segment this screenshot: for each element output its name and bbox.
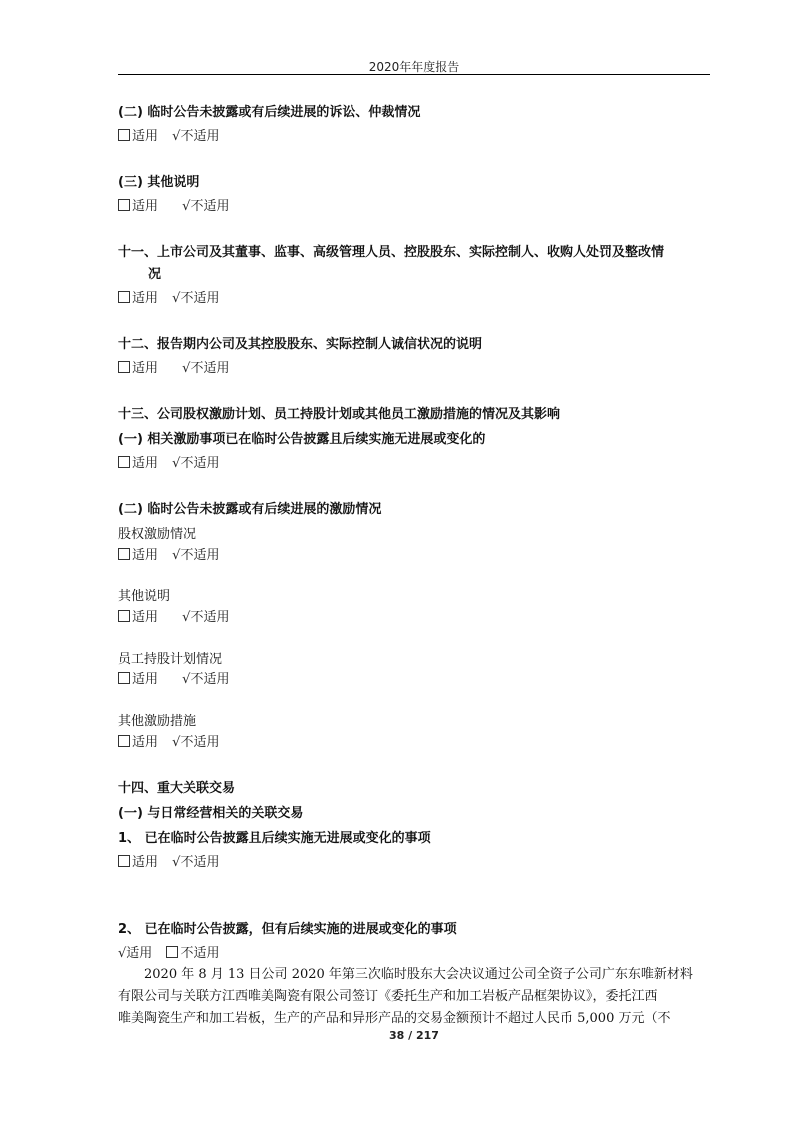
not-applicable-label: 不适用: [180, 291, 220, 306]
option-row: [118, 290, 219, 308]
label-equity-incentive: 股权激励情况: [118, 527, 197, 542]
not-applicable-label: 不适用: [190, 199, 230, 214]
not-applicable-label: 不适用: [180, 855, 220, 870]
section-title-incentive: 十三、公司股权激励计划、员工持股计划或其他员工激励措施的情况及其影响: [118, 407, 561, 422]
option-row: [118, 455, 219, 473]
section-title-penalties: 十一、上市公司及其董事、监事、高级管理人员、控股股东、实际控制人、收购人处罚及整改情: [118, 245, 665, 260]
checkbox-icon: [118, 129, 130, 141]
applicable-label: 适用: [132, 291, 159, 306]
checkbox-icon: [118, 855, 130, 867]
not-applicable-label: 不适用: [180, 456, 220, 471]
checkbox-icon: [118, 735, 130, 747]
checkbox-icon: [166, 946, 178, 958]
option-row: [118, 609, 229, 627]
option-row: [118, 360, 229, 378]
check-mark-icon: √: [182, 610, 191, 625]
option-row: [118, 547, 219, 565]
label-other-note: 其他说明: [118, 589, 171, 604]
applicable-label: 适用: [132, 735, 159, 750]
option-row: [118, 198, 229, 216]
header-divider: [118, 74, 710, 75]
paragraph-line: 唯美陶瓷生产和加工岩板，生产的产品和异形产品的交易金额预计不超过人民币 5,000 万元（不: [118, 1011, 671, 1026]
option-row: [118, 671, 229, 689]
check-mark-icon: √: [172, 456, 181, 471]
section-title-other-notes: (三) 其他说明: [118, 175, 200, 190]
checkbox-icon: [118, 672, 130, 684]
checkbox-icon: [118, 199, 130, 211]
not-applicable-label: 不适用: [190, 361, 230, 376]
check-mark-icon: √: [118, 946, 127, 961]
check-mark-icon: √: [172, 129, 181, 144]
checkbox-icon: [118, 610, 130, 622]
section-title-related-transactions: 十四、重大关联交易: [118, 781, 236, 796]
not-applicable-label: 不适用: [180, 548, 220, 563]
checkbox-icon: [118, 291, 130, 303]
page-header: 2020年年度报告: [368, 60, 460, 74]
applicable-label: 适用: [132, 548, 159, 563]
check-mark-icon: √: [182, 199, 191, 214]
item-title-with-progress: 2、 已在临时公告披露，但有后续实施的进展或变化的事项: [118, 922, 457, 937]
section-title-penalties-cont: 况: [148, 267, 162, 282]
checkbox-icon: [118, 548, 130, 560]
section-title-integrity: 十二、报告期内公司及其控股股东、实际控制人诚信状况的说明: [118, 337, 483, 352]
paragraph-line: 有限公司与关联方江西唯美陶瓷有限公司签订《委托生产和加工岩板产品框架协议》，委托江西: [118, 989, 658, 1004]
option-row: [118, 734, 219, 752]
option-row: [118, 128, 219, 146]
applicable-label: 适用: [132, 199, 159, 214]
applicable-label: 适用: [132, 456, 159, 471]
label-other-incentive: 其他激励措施: [118, 714, 197, 729]
option-row: [118, 854, 219, 872]
applicable-label: 适用: [132, 610, 159, 625]
subsection-title-incentive-undisclosed: (二) 临时公告未披露或有后续进展的激励情况: [118, 502, 382, 517]
item-title-no-progress: 1、 已在临时公告披露且后续实施无进展或变化的事项: [118, 831, 431, 846]
check-mark-icon: √: [182, 672, 191, 687]
applicable-label: 适用: [132, 361, 159, 376]
applicable-label: 适用: [132, 129, 159, 144]
not-applicable-label: 不适用: [180, 735, 220, 750]
check-mark-icon: √: [182, 361, 191, 376]
applicable-label: 适用: [132, 855, 159, 870]
body-paragraph: [118, 964, 710, 1030]
check-mark-icon: √: [172, 735, 181, 750]
subsection-title-daily-operations: (一) 与日常经营相关的关联交易: [118, 806, 304, 821]
check-mark-icon: √: [172, 855, 181, 870]
not-applicable-label: 不适用: [180, 946, 220, 961]
not-applicable-label: 不适用: [190, 610, 230, 625]
check-mark-icon: √: [172, 548, 181, 563]
check-mark-icon: √: [172, 291, 181, 306]
applicable-label: 适用: [126, 946, 153, 961]
not-applicable-label: 不适用: [180, 129, 220, 144]
section-title-litigation: (二) 临时公告未披露或有后续进展的诉讼、仲裁情况: [118, 105, 421, 120]
label-esop: 员工持股计划情况: [118, 652, 223, 667]
not-applicable-label: 不适用: [190, 672, 230, 687]
option-row: [118, 945, 219, 963]
subsection-title-incentive-disclosed: (一) 相关激励事项已在临时公告披露且后续实施无进展或变化的: [118, 432, 486, 447]
page-number: 38 / 217: [389, 1029, 439, 1042]
checkbox-icon: [118, 456, 130, 468]
paragraph-line: 2020 年 8 月 13 日公司 2020 年第三次临时股东大会决议通过公司全资子公司广东东唯新材料: [144, 967, 693, 982]
checkbox-icon: [118, 361, 130, 373]
applicable-label: 适用: [132, 672, 159, 687]
